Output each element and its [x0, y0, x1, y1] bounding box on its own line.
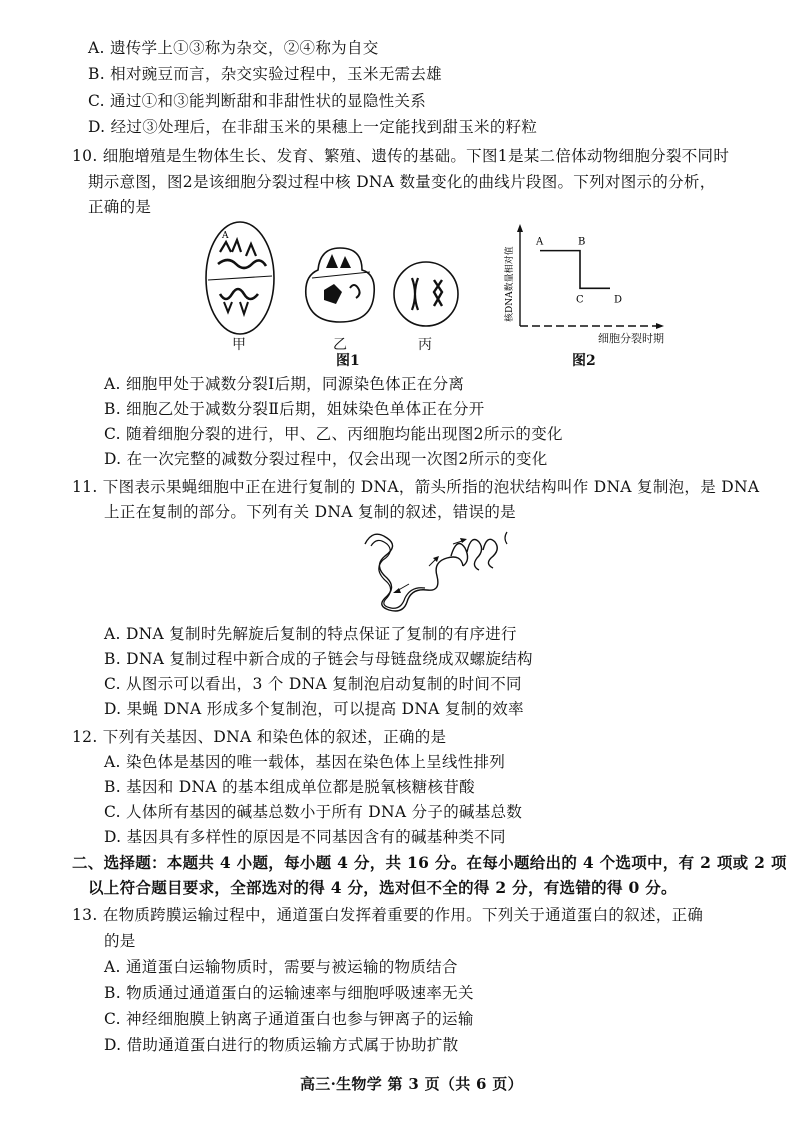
fig2-y-arrow	[517, 224, 523, 232]
cell-label-jia: 甲	[232, 337, 246, 353]
q9-option-b: B. 相对豌豆而言，杂交实验过程中，玉米无需去雄	[88, 65, 442, 83]
q12-option-a: A. 染色体是基因的唯一载体，基因在染色体上呈线性排列	[104, 753, 506, 771]
q10-option-a: A. 细胞甲处于减数分裂Ⅰ后期，同源染色体正在分离	[104, 375, 465, 393]
q12-option-b: B. 基因和 DNA 的基本组成单位都是脱氧核糖核苷酸	[104, 778, 475, 796]
cell-jia	[206, 222, 274, 334]
q13-stem-line-2: 的是	[104, 932, 136, 950]
q11-option-a: A. DNA 复制时先解旋后复制的特点保证了复制的有序进行	[104, 625, 517, 643]
section-2-line-1: 二、选择题：本题共 4 小题，每小题 4 分，共 16 分。在每小题给出的 4 个选项中，有 2 项或 2 项	[72, 853, 787, 872]
q10-option-d: D. 在一次完整的减数分裂过程中，仅会出现一次图2所示的变化	[104, 450, 548, 468]
q10-stem-line-3: 正确的是	[88, 198, 152, 216]
q11-option-b: B. DNA 复制过程中新合成的子链会与母链盘绕成双螺旋结构	[104, 650, 533, 668]
fig2-point-a: A	[536, 236, 544, 248]
figure-1-caption: 图1	[336, 353, 360, 369]
q13-option-b: B. 物质通过通道蛋白的运输速率与细胞呼吸速率无关	[104, 984, 474, 1002]
fig2-point-d: D	[614, 294, 623, 306]
fig2-xlabel: 细胞分裂时期	[598, 332, 664, 345]
q9-option-d: D. 经过③处理后，在非甜玉米的果穗上一定能找到甜玉米的籽粒	[88, 118, 538, 136]
fig2-x-arrow	[656, 323, 664, 329]
dna-strand-lower	[371, 540, 425, 608]
cell-label-bing: 丙	[418, 337, 432, 353]
fig2-point-c: C	[576, 294, 584, 306]
q11-option-d: D. 果蝇 DNA 形成多个复制泡，可以提高 DNA 复制的效率	[104, 700, 524, 718]
dna-replication-figure	[355, 522, 525, 622]
q13-option-d: D. 借助通道蛋白进行的物质运输方式属于协助扩散	[104, 1036, 459, 1054]
cell-label-yi: 乙	[333, 337, 347, 353]
q10-option-b: B. 细胞乙处于减数分裂Ⅱ后期，姐妹染色单体正在分开	[104, 400, 485, 418]
figure-2-caption: 图2	[572, 353, 596, 369]
q12-option-d: D. 基因具有多样性的原因是不同基因含有的碱基种类不同	[104, 828, 506, 846]
q12-stem: 12. 下列有关基因、DNA 和染色体的叙述，正确的是	[72, 728, 447, 746]
q13-stem-line-1: 13. 在物质跨膜运输过程中，通道蛋白发挥着重要的作用。下列关于通道蛋白的叙述，正确	[72, 906, 704, 924]
q9-option-c: C. 通过①和③能判断甜和非甜性状的显隐性关系	[88, 92, 427, 110]
page-footer: 高三·生物学 第 3 页（共 6 页）	[300, 1075, 523, 1093]
fig2-data-line	[540, 251, 610, 289]
q10-stem-line-2: 期示意图，图2是该细胞分裂过程中核 DNA 数量变化的曲线片段图。下列对图示的分析，	[88, 173, 716, 191]
cell-bing	[394, 262, 458, 326]
cell-yi	[306, 248, 375, 322]
q11-option-c: C. 从图示可以看出，3 个 DNA 复制泡启动复制的时间不同	[104, 675, 522, 693]
cell-jia-letter-a: A	[222, 231, 229, 241]
dna-bubbles	[451, 539, 497, 570]
fig2-point-b: B	[578, 236, 586, 248]
q13-option-c: C. 神经细胞膜上钠离子通道蛋白也参与钾离子的运输	[104, 1010, 474, 1028]
q11-stem-line-1: 11. 下图表示果蝇细胞中正在进行复制的 DNA，箭头所指的泡状结构叫作 DNA 复制泡，是 DNA	[72, 478, 760, 496]
q10-stem-line-1: 10. 细胞增殖是生物体生长、发育、繁殖、遗传的基础。下图1是某二倍体动物细胞分裂不同时	[72, 147, 730, 165]
q12-option-c: C. 人体所有基因的碱基总数小于所有 DNA 分子的碱基总数	[104, 803, 523, 821]
q10-option-c: C. 随着细胞分裂的进行，甲、乙、丙细胞均能出现图2所示的变化	[104, 425, 563, 443]
q13-option-a: A. 通道蛋白运输物质时，需要与被运输的物质结合	[104, 958, 458, 976]
fig2-ylabel: 核DNA数量相对值	[505, 246, 515, 322]
section-2-line-2: 以上符合题目要求，全部选对的得 4 分，选对但不全的得 2 分，有选错的得 0 分。	[88, 878, 677, 897]
q9-option-a: A. 遗传学上①③称为杂交，②④称为自交	[88, 39, 379, 57]
q11-stem-line-2: 上正在复制的部分。下列有关 DNA 复制的叙述，错误的是	[104, 503, 516, 521]
